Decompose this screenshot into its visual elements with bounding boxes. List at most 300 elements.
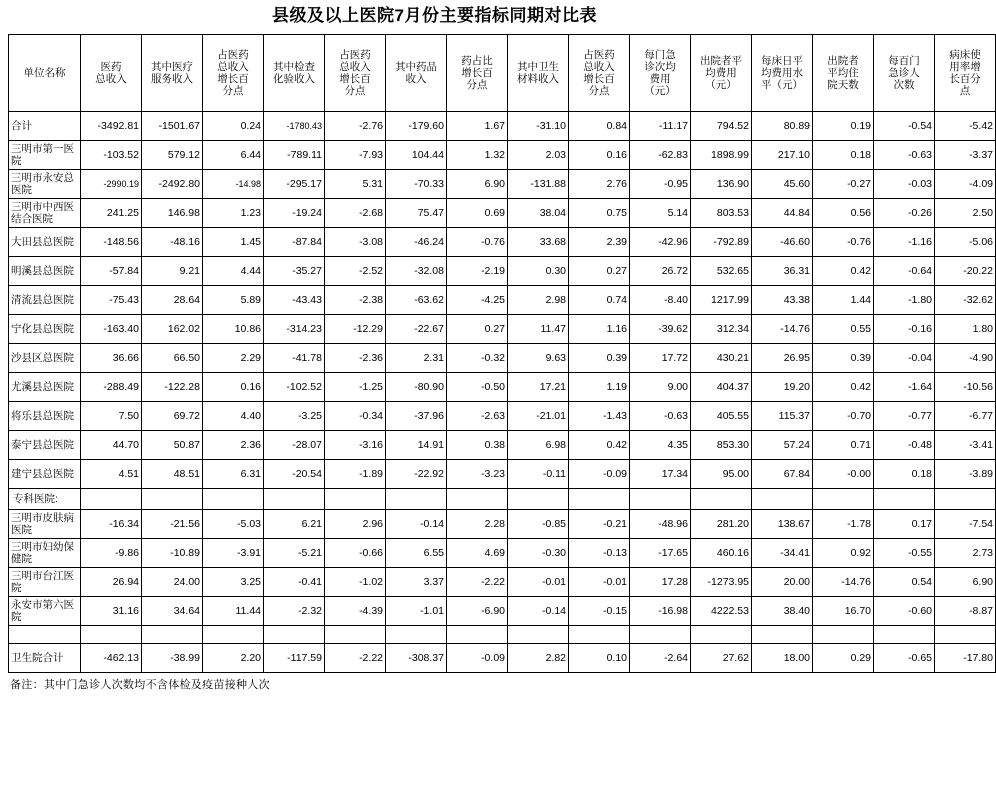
table-cell: -37.96 [386, 401, 447, 430]
table-cell: -1.25 [325, 372, 386, 401]
table-cell: 50.87 [142, 430, 203, 459]
table-cell: 460.16 [691, 538, 752, 567]
table-cell: 853.30 [691, 430, 752, 459]
table-cell-empty [386, 488, 447, 509]
table-cell: -2492.80 [142, 169, 203, 198]
table-cell-empty [935, 625, 996, 643]
table-cell: 0.56 [813, 198, 874, 227]
table-cell: -11.17 [630, 111, 691, 140]
section-label: 专科医院: [9, 488, 81, 509]
table-cell: -0.01 [508, 567, 569, 596]
table-cell: -0.00 [813, 459, 874, 488]
table-cell: -0.09 [447, 643, 508, 672]
table-cell-empty [569, 625, 630, 643]
table-cell: -4.25 [447, 285, 508, 314]
table-cell: 104.44 [386, 140, 447, 169]
table-cell: 24.00 [142, 567, 203, 596]
table-body [9, 111, 996, 672]
table-row [9, 567, 996, 596]
table-cell: -1.64 [874, 372, 935, 401]
table-cell: -20.54 [264, 459, 325, 488]
table-cell: -70.33 [386, 169, 447, 198]
column-header-exam-share-points: 占医药 总收入 增长百 分点 [325, 34, 386, 111]
table-cell: -3.08 [325, 227, 386, 256]
table-cell: -462.13 [81, 643, 142, 672]
table-cell-empty [142, 625, 203, 643]
table-cell: 2.31 [386, 343, 447, 372]
table-row [9, 227, 996, 256]
table-cell: -789.11 [264, 140, 325, 169]
table-cell: 4.44 [203, 256, 264, 285]
table-cell-empty [691, 488, 752, 509]
table-cell-empty [752, 488, 813, 509]
table-cell: -46.60 [752, 227, 813, 256]
row-label: 清流县总医院 [9, 285, 81, 314]
table-cell: -4.39 [325, 596, 386, 625]
table-cell: -131.88 [508, 169, 569, 198]
table-cell: -3492.81 [81, 111, 142, 140]
row-label: 明溪县总医院 [9, 256, 81, 285]
table-cell: -19.24 [264, 198, 325, 227]
table-cell: 0.75 [569, 198, 630, 227]
table-cell-empty [81, 625, 142, 643]
table-cell: -6.90 [447, 596, 508, 625]
table-cell: -3.23 [447, 459, 508, 488]
table-cell: 579.12 [142, 140, 203, 169]
table-cell: -0.48 [874, 430, 935, 459]
table-cell: -0.66 [325, 538, 386, 567]
table-cell: 136.90 [691, 169, 752, 198]
table-cell-empty [386, 625, 447, 643]
table-cell: -0.50 [447, 372, 508, 401]
table-cell: 9.21 [142, 256, 203, 285]
table-cell: -14.76 [813, 567, 874, 596]
table-row [9, 198, 996, 227]
table-header [9, 34, 996, 111]
table-cell: -1.43 [569, 401, 630, 430]
table-cell: -148.56 [81, 227, 142, 256]
table-cell: -48.96 [630, 509, 691, 538]
table-cell: 17.21 [508, 372, 569, 401]
column-header-outpatient-cost: 每门急 诊次均 费用 （元） [630, 34, 691, 111]
table-cell: 7.50 [81, 401, 142, 430]
table-cell-empty [569, 488, 630, 509]
table-row [9, 459, 996, 488]
table-cell: -8.87 [935, 596, 996, 625]
table-cell: 18.00 [752, 643, 813, 672]
table-cell: 1898.99 [691, 140, 752, 169]
column-header-bed-usage-points: 病床使 用率增 长百分 点 [935, 34, 996, 111]
table-cell: -0.26 [874, 198, 935, 227]
table-cell: 36.31 [752, 256, 813, 285]
table-cell: -0.76 [447, 227, 508, 256]
table-cell: -7.54 [935, 509, 996, 538]
table-cell: 2.36 [203, 430, 264, 459]
table-cell: -1.16 [874, 227, 935, 256]
row-label: 三明市中西医结合医院 [9, 198, 81, 227]
table-cell: -0.11 [508, 459, 569, 488]
table-cell: 0.69 [447, 198, 508, 227]
table-cell: 4.51 [81, 459, 142, 488]
table-cell: -0.95 [630, 169, 691, 198]
table-row [9, 140, 996, 169]
column-header-drug-ratio-points: 药占比 增长百 分点 [447, 34, 508, 111]
table-cell: -792.89 [691, 227, 752, 256]
table-row [9, 111, 996, 140]
table-cell: 115.37 [752, 401, 813, 430]
table-cell: 2.20 [203, 643, 264, 672]
table-cell: -0.15 [569, 596, 630, 625]
table-cell: -41.78 [264, 343, 325, 372]
table-cell: -32.08 [386, 256, 447, 285]
table-cell: -314.23 [264, 314, 325, 343]
table-cell: -0.85 [508, 509, 569, 538]
table-cell: 138.67 [752, 509, 813, 538]
column-header-medical-service-income: 其中医疗 服务收入 [142, 34, 203, 111]
table-cell-empty [264, 625, 325, 643]
table-cell: 43.38 [752, 285, 813, 314]
table-cell: 34.64 [142, 596, 203, 625]
table-cell: -2.63 [447, 401, 508, 430]
table-cell: 2.29 [203, 343, 264, 372]
table-cell: 1.44 [813, 285, 874, 314]
table-cell-empty [325, 488, 386, 509]
row-label: 合计 [9, 111, 81, 140]
table-cell: 241.25 [81, 198, 142, 227]
table-cell: -14.76 [752, 314, 813, 343]
table-cell: -0.01 [569, 567, 630, 596]
table-cell: -1501.67 [142, 111, 203, 140]
table-cell: 0.24 [203, 111, 264, 140]
row-label: 三明市妇幼保健院 [9, 538, 81, 567]
table-cell: -42.96 [630, 227, 691, 256]
row-label: 大田县总医院 [9, 227, 81, 256]
table-cell: -80.90 [386, 372, 447, 401]
table-cell: 66.50 [142, 343, 203, 372]
table-cell: -308.37 [386, 643, 447, 672]
row-label: 尤溪县总医院 [9, 372, 81, 401]
table-cell: 405.55 [691, 401, 752, 430]
table-cell: 5.14 [630, 198, 691, 227]
table-cell: -117.59 [264, 643, 325, 672]
table-cell: -0.65 [874, 643, 935, 672]
table-cell: 0.18 [874, 459, 935, 488]
table-cell: -5.06 [935, 227, 996, 256]
table-cell: -288.49 [81, 372, 142, 401]
table-cell: 31.16 [81, 596, 142, 625]
row-label: 沙县区总医院 [9, 343, 81, 372]
table-cell: -16.34 [81, 509, 142, 538]
table-cell: -87.84 [264, 227, 325, 256]
table-cell-empty [81, 488, 142, 509]
table-cell: 95.00 [691, 459, 752, 488]
table-row [9, 343, 996, 372]
table-cell: 48.51 [142, 459, 203, 488]
table-cell: 1.23 [203, 198, 264, 227]
table-row [9, 314, 996, 343]
table-cell: -3.41 [935, 430, 996, 459]
row-label: 三明市皮肤病医院 [9, 509, 81, 538]
table-cell: -103.52 [81, 140, 142, 169]
table-cell: 0.92 [813, 538, 874, 567]
section-header-row [9, 488, 996, 509]
table-cell: -0.16 [874, 314, 935, 343]
row-label: 三明市台江医院 [9, 567, 81, 596]
table-cell: -1.80 [874, 285, 935, 314]
table-cell: -0.77 [874, 401, 935, 430]
table-cell-empty [447, 488, 508, 509]
table-row [9, 430, 996, 459]
table-cell: 11.44 [203, 596, 264, 625]
table-cell: 0.16 [203, 372, 264, 401]
table-cell: -35.27 [264, 256, 325, 285]
column-header-drug-income: 其中药品 收入 [386, 34, 447, 111]
table-cell: 0.55 [813, 314, 874, 343]
table-cell: -10.89 [142, 538, 203, 567]
table-cell: 0.84 [569, 111, 630, 140]
table-cell: 1.45 [203, 227, 264, 256]
table-cell-empty [447, 625, 508, 643]
table-cell: 0.30 [508, 256, 569, 285]
table-cell: 9.63 [508, 343, 569, 372]
row-label: 将乐县总医院 [9, 401, 81, 430]
table-cell: 2.28 [447, 509, 508, 538]
table-cell: 10.86 [203, 314, 264, 343]
table-cell: 146.98 [142, 198, 203, 227]
table-note: 备注：其中门急诊人次数均不含体检及疫苗接种人次 [10, 678, 270, 691]
table-cell: 9.00 [630, 372, 691, 401]
row-label: 永安市第六医院 [9, 596, 81, 625]
table-cell: -14.98 [203, 169, 264, 198]
row-label: 三明市永安总医院 [9, 169, 81, 198]
table-cell: -0.55 [874, 538, 935, 567]
table-cell: -1.01 [386, 596, 447, 625]
table-cell: 0.42 [813, 372, 874, 401]
table-cell: -0.04 [874, 343, 935, 372]
table-cell: 38.40 [752, 596, 813, 625]
table-cell-empty [874, 488, 935, 509]
table-cell: 57.24 [752, 430, 813, 459]
table-cell: 2.82 [508, 643, 569, 672]
table-cell: 2.76 [569, 169, 630, 198]
table-cell: -3.89 [935, 459, 996, 488]
table-cell: -295.17 [264, 169, 325, 198]
table-cell: -2.32 [264, 596, 325, 625]
table-cell: -38.99 [142, 643, 203, 672]
table-cell: -2.38 [325, 285, 386, 314]
table-cell: 38.04 [508, 198, 569, 227]
table-cell: 2.98 [508, 285, 569, 314]
table-cell: 6.31 [203, 459, 264, 488]
table-cell: -63.62 [386, 285, 447, 314]
table-cell: 0.39 [569, 343, 630, 372]
table-cell: -1273.95 [691, 567, 752, 596]
page-title: 县级及以上医院7月份主要指标同期对比表 [272, 6, 597, 25]
table-cell: 4222.53 [691, 596, 752, 625]
table-cell: -0.41 [264, 567, 325, 596]
table-cell: -0.63 [874, 140, 935, 169]
table-cell: -7.93 [325, 140, 386, 169]
table-cell: 0.27 [569, 256, 630, 285]
table-cell-empty [813, 625, 874, 643]
table-cell: 532.65 [691, 256, 752, 285]
table-cell: 0.17 [874, 509, 935, 538]
table-cell: 0.18 [813, 140, 874, 169]
table-cell-empty [9, 625, 81, 643]
table-cell-empty [691, 625, 752, 643]
table-cell: 1217.99 [691, 285, 752, 314]
table-cell-empty [508, 625, 569, 643]
table-cell: 0.71 [813, 430, 874, 459]
table-cell: -43.43 [264, 285, 325, 314]
table-cell: 3.25 [203, 567, 264, 596]
table-cell: -2.19 [447, 256, 508, 285]
table-cell: 69.72 [142, 401, 203, 430]
table-cell: -39.62 [630, 314, 691, 343]
table-cell: 794.52 [691, 111, 752, 140]
table-cell: -10.56 [935, 372, 996, 401]
table-cell: -21.01 [508, 401, 569, 430]
table-cell: -0.76 [813, 227, 874, 256]
table-cell-empty [203, 625, 264, 643]
table-cell: -179.60 [386, 111, 447, 140]
table-cell: -0.14 [508, 596, 569, 625]
table-cell: -0.30 [508, 538, 569, 567]
table-cell: -4.09 [935, 169, 996, 198]
table-cell: 1.19 [569, 372, 630, 401]
table-cell: 26.72 [630, 256, 691, 285]
table-cell-empty [630, 625, 691, 643]
table-cell: -5.42 [935, 111, 996, 140]
table-cell: -62.83 [630, 140, 691, 169]
table-cell: 0.29 [813, 643, 874, 672]
table-cell: 2.73 [935, 538, 996, 567]
column-header-discharge-cost: 出院者平 均费用 （元） [691, 34, 752, 111]
table-cell: 44.70 [81, 430, 142, 459]
table-cell: -22.67 [386, 314, 447, 343]
table-cell: -28.07 [264, 430, 325, 459]
table-cell: 2.03 [508, 140, 569, 169]
table-cell: -2.36 [325, 343, 386, 372]
table-cell: -102.52 [264, 372, 325, 401]
table-cell: 0.39 [813, 343, 874, 372]
table-cell: -163.40 [81, 314, 142, 343]
table-cell: -2.64 [630, 643, 691, 672]
table-cell: 6.98 [508, 430, 569, 459]
table-cell: -17.80 [935, 643, 996, 672]
table-cell: -122.28 [142, 372, 203, 401]
table-cell: -0.34 [325, 401, 386, 430]
table-cell-empty [630, 488, 691, 509]
table-cell: 26.95 [752, 343, 813, 372]
table-cell: 6.90 [935, 567, 996, 596]
table-cell: -2.76 [325, 111, 386, 140]
table-cell: -6.77 [935, 401, 996, 430]
table-cell: 17.28 [630, 567, 691, 596]
table-cell: 4.35 [630, 430, 691, 459]
table-cell-empty [142, 488, 203, 509]
table-cell: 45.60 [752, 169, 813, 198]
table-cell: 17.34 [630, 459, 691, 488]
table-cell: 0.38 [447, 430, 508, 459]
table-cell: -48.16 [142, 227, 203, 256]
table-row [9, 596, 996, 625]
table-cell-empty [935, 488, 996, 509]
table-cell: 803.53 [691, 198, 752, 227]
table-cell: 44.84 [752, 198, 813, 227]
row-label: 宁化县总医院 [9, 314, 81, 343]
table-cell: 1.32 [447, 140, 508, 169]
table-cell: 3.37 [386, 567, 447, 596]
table-cell: -17.65 [630, 538, 691, 567]
table-cell: -0.70 [813, 401, 874, 430]
total-row [9, 643, 996, 672]
table-cell: 67.84 [752, 459, 813, 488]
table-cell: -0.09 [569, 459, 630, 488]
table-row [9, 538, 996, 567]
table-row [9, 509, 996, 538]
column-header-material-share-points: 占医药 总收入 增长百 分点 [569, 34, 630, 111]
column-header-exam-lab-income: 其中检查 化验收入 [264, 34, 325, 111]
table-cell-empty [508, 488, 569, 509]
table-cell: -34.41 [752, 538, 813, 567]
table-cell: -16.98 [630, 596, 691, 625]
table-cell: -9.86 [81, 538, 142, 567]
row-label: 建宁县总医院 [9, 459, 81, 488]
column-header-material-income: 其中卫生 材料收入 [508, 34, 569, 111]
table-cell: -3.37 [935, 140, 996, 169]
table-cell: 4.40 [203, 401, 264, 430]
row-label: 三明市第一医院 [9, 140, 81, 169]
table-cell-empty [325, 625, 386, 643]
table-cell: -1.89 [325, 459, 386, 488]
table-cell: -3.16 [325, 430, 386, 459]
table-cell: -8.40 [630, 285, 691, 314]
table-cell: -1780.43 [264, 111, 325, 140]
table-cell: -0.14 [386, 509, 447, 538]
table-cell: 0.74 [569, 285, 630, 314]
table-cell: 5.31 [325, 169, 386, 198]
table-cell: 14.91 [386, 430, 447, 459]
column-header-outpatient-visits: 每百门 急诊人 次数 [874, 34, 935, 111]
table-cell: -0.64 [874, 256, 935, 285]
table-cell: 217.10 [752, 140, 813, 169]
table-row [9, 285, 996, 314]
column-header-avg-stay-days: 出院者 平均住 院天数 [813, 34, 874, 111]
table-cell: 36.66 [81, 343, 142, 372]
table-cell: 33.68 [508, 227, 569, 256]
table-cell: 6.44 [203, 140, 264, 169]
column-header-daily-bed-cost: 每床日平 均费用水 平（元） [752, 34, 813, 111]
table-cell: -46.24 [386, 227, 447, 256]
table-cell: -12.29 [325, 314, 386, 343]
table-cell: -75.43 [81, 285, 142, 314]
table-cell: 1.16 [569, 314, 630, 343]
table-cell: 6.90 [447, 169, 508, 198]
table-cell: 0.42 [569, 430, 630, 459]
table-cell: 0.42 [813, 256, 874, 285]
table-cell: 17.72 [630, 343, 691, 372]
table-cell: 1.80 [935, 314, 996, 343]
table-cell: 0.27 [447, 314, 508, 343]
column-header-service-share-points: 占医药 总收入 增长百 分点 [203, 34, 264, 111]
table-cell-empty [874, 625, 935, 643]
table-cell: 6.55 [386, 538, 447, 567]
table-cell: -2.22 [447, 567, 508, 596]
table-cell: -22.92 [386, 459, 447, 488]
table-cell: -0.54 [874, 111, 935, 140]
table-cell: -1.02 [325, 567, 386, 596]
